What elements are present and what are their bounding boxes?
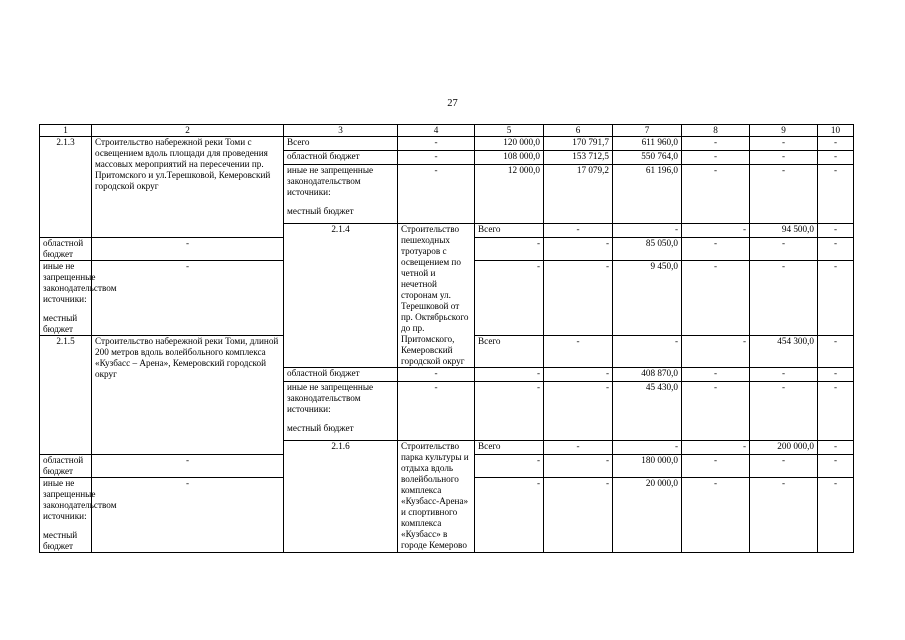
value-cell xyxy=(682,137,750,151)
value-cell xyxy=(750,151,818,165)
value-text: - xyxy=(605,261,609,271)
value-text: 120 000,0 xyxy=(503,137,540,147)
value-text: - xyxy=(605,455,609,465)
value-text: - xyxy=(742,224,746,234)
value-cell xyxy=(544,382,613,441)
value-cell xyxy=(682,238,750,261)
value-cell xyxy=(818,261,854,336)
value-cell xyxy=(613,441,682,455)
value-cell xyxy=(92,455,284,478)
table-row xyxy=(40,137,854,151)
value-text: - xyxy=(674,336,678,346)
value-cell xyxy=(750,441,818,455)
value-text: 200 000,0 xyxy=(777,441,814,451)
value-cell xyxy=(613,336,682,368)
value-cell xyxy=(613,151,682,165)
value-cell xyxy=(398,382,475,441)
value-text: - xyxy=(781,261,786,271)
value-text: - xyxy=(536,455,540,465)
value-text: - xyxy=(536,368,540,378)
value-text: - xyxy=(576,336,580,346)
value-text: 153 712,5 xyxy=(572,151,609,161)
value-cell xyxy=(475,165,544,224)
value-cell xyxy=(682,165,750,224)
value-cell xyxy=(682,224,750,238)
value-cell xyxy=(475,261,544,336)
value-text: - xyxy=(536,261,540,271)
item-name: Строительство набережной реки Томи, длиной 200 метров вдоль волейбольного комплекса «Кузбасс – Арена», Кемеровский городской округ xyxy=(92,336,284,455)
value-text: - xyxy=(605,478,609,488)
value-text: 454 300,0 xyxy=(777,336,814,346)
value-text: - xyxy=(781,165,786,175)
value-cell xyxy=(750,224,818,238)
value-cell xyxy=(750,382,818,441)
value-cell xyxy=(750,368,818,382)
funding-source-other: иные не запрещенные законодательством источники: xyxy=(43,261,117,304)
value-text: - xyxy=(576,441,580,451)
value-text: - xyxy=(674,224,678,234)
value-text: - xyxy=(185,238,190,248)
value-cell xyxy=(475,455,544,478)
value-cell xyxy=(544,238,613,261)
value-cell xyxy=(682,455,750,478)
value-cell xyxy=(818,382,854,441)
value-cell xyxy=(818,455,854,478)
budget-table xyxy=(39,124,854,553)
funding-source-local: местный бюджет xyxy=(43,530,78,551)
value-text: 180 000,0 xyxy=(641,455,678,465)
value-text: 12 000,0 xyxy=(507,165,540,175)
header-cell: 4 xyxy=(398,125,475,137)
value-text: - xyxy=(781,137,786,147)
value-cell xyxy=(818,336,854,368)
value-text: - xyxy=(833,478,838,488)
value-cell xyxy=(750,478,818,553)
funding-source: областной бюджет xyxy=(40,455,92,478)
value-text: 408 870,0 xyxy=(641,368,678,378)
item-number: 2.1.5 xyxy=(40,336,92,455)
value-cell xyxy=(613,368,682,382)
value-cell xyxy=(818,368,854,382)
value-cell xyxy=(682,478,750,553)
value-text: - xyxy=(833,382,838,392)
value-text: - xyxy=(434,382,438,392)
value-text: - xyxy=(713,478,718,488)
value-text: - xyxy=(781,478,786,488)
value-text: - xyxy=(833,261,838,271)
value-cell xyxy=(398,368,475,382)
value-text: 108 000,0 xyxy=(503,151,540,161)
value-text: 9 450,0 xyxy=(650,261,678,271)
value-text: - xyxy=(713,455,718,465)
value-text: 94 500,0 xyxy=(781,224,814,234)
item-number: 2.1.6 xyxy=(284,441,398,553)
value-cell xyxy=(750,455,818,478)
value-cell xyxy=(682,151,750,165)
value-text: - xyxy=(713,137,718,147)
value-cell xyxy=(750,238,818,261)
value-text: - xyxy=(781,238,786,248)
value-text: - xyxy=(185,261,190,271)
value-cell xyxy=(818,441,854,455)
header-cell: 8 xyxy=(682,125,750,137)
value-cell xyxy=(544,151,613,165)
value-text: - xyxy=(674,441,678,451)
value-cell xyxy=(613,382,682,441)
value-cell xyxy=(544,336,613,368)
value-cell xyxy=(475,151,544,165)
value-cell xyxy=(682,336,750,368)
value-text: 550 764,0 xyxy=(641,151,678,161)
item-name: Строительство парка культуры и отдыха вдоль волейбольного комплекса «Кузбасс-Арена» и спортивного комплекса «Кузбасс» в городе Кемерово xyxy=(398,441,475,553)
value-text: - xyxy=(185,478,190,488)
value-cell xyxy=(544,368,613,382)
value-cell xyxy=(682,441,750,455)
header-cell: 9 xyxy=(750,125,818,137)
value-cell xyxy=(613,238,682,261)
value-text: - xyxy=(833,336,838,346)
value-cell xyxy=(613,455,682,478)
item-name: Строительство набережной реки Томи с освещением вдоль площади для проведения массовых мероприятий на пересечении пр. Притомского и ул.Терешковой, Кемеровский городской округ xyxy=(92,137,284,238)
value-cell xyxy=(682,382,750,441)
value-cell xyxy=(475,382,544,441)
value-cell xyxy=(544,165,613,224)
value-cell xyxy=(818,238,854,261)
value-text: - xyxy=(536,478,540,488)
funding-source: областной бюджет xyxy=(284,151,398,165)
page-number: 27 xyxy=(447,98,458,109)
header-cell: 5 xyxy=(475,125,544,137)
funding-source: областной бюджет xyxy=(284,368,398,382)
value-cell xyxy=(750,165,818,224)
funding-source: Всего xyxy=(475,224,544,238)
header-row xyxy=(40,125,854,137)
value-text: - xyxy=(434,165,438,175)
value-cell xyxy=(475,478,544,553)
value-text: - xyxy=(781,368,786,378)
value-text: - xyxy=(713,382,718,392)
funding-source-other: иные не запрещенные законодательством источники: xyxy=(287,165,374,197)
value-cell xyxy=(544,478,613,553)
value-cell xyxy=(818,478,854,553)
value-cell xyxy=(682,261,750,336)
value-cell xyxy=(475,368,544,382)
value-cell xyxy=(818,224,854,238)
value-cell xyxy=(475,238,544,261)
value-cell xyxy=(613,165,682,224)
value-cell xyxy=(818,165,854,224)
value-text: - xyxy=(536,382,540,392)
value-text: - xyxy=(434,368,438,378)
header-cell: 1 xyxy=(40,125,92,137)
value-text: - xyxy=(833,455,838,465)
funding-source-local: местный бюджет xyxy=(287,206,354,216)
item-number: 2.1.4 xyxy=(284,224,398,368)
value-cell xyxy=(92,261,284,336)
value-text: - xyxy=(833,165,838,175)
funding-source xyxy=(40,478,117,553)
value-text: - xyxy=(185,455,190,465)
value-cell xyxy=(92,238,284,261)
funding-source xyxy=(40,261,117,336)
value-cell xyxy=(544,441,613,455)
value-cell xyxy=(613,478,682,553)
value-cell xyxy=(818,137,854,151)
funding-source xyxy=(284,382,398,441)
value-cell xyxy=(475,137,544,151)
funding-source: Всего xyxy=(284,137,398,151)
item-name: Строительство пешеходных тротуаров с освещением по четной и нечетной сторонам ул. Терешковой от пр. Октябрьского до пр. Притомского, Кемеровский городской округ xyxy=(398,224,475,368)
value-text: 61 196,0 xyxy=(645,165,678,175)
value-cell xyxy=(544,261,613,336)
value-text: - xyxy=(576,224,580,234)
value-text: - xyxy=(833,224,838,234)
value-text: - xyxy=(742,441,746,451)
value-text: - xyxy=(605,382,609,392)
value-cell xyxy=(398,151,475,165)
value-text: - xyxy=(434,137,438,147)
value-cell xyxy=(613,261,682,336)
header-cell: 6 xyxy=(544,125,613,137)
value-text: - xyxy=(833,151,838,161)
value-cell xyxy=(750,336,818,368)
value-cell xyxy=(750,261,818,336)
funding-source-local: местный бюджет xyxy=(287,423,354,433)
value-text: - xyxy=(833,137,838,147)
value-text: 611 960,0 xyxy=(641,137,678,147)
value-cell xyxy=(544,137,613,151)
value-text: - xyxy=(781,151,786,161)
funding-source: Всего xyxy=(475,441,544,455)
value-cell xyxy=(544,224,613,238)
value-text: - xyxy=(833,238,838,248)
funding-source xyxy=(284,165,398,224)
funding-source-local: местный бюджет xyxy=(43,313,78,334)
value-text: - xyxy=(713,151,718,161)
header-cell: 3 xyxy=(284,125,398,137)
value-text: - xyxy=(434,151,438,161)
value-text: - xyxy=(742,336,746,346)
value-text: - xyxy=(605,368,609,378)
value-text: - xyxy=(713,261,718,271)
header-cell: 2 xyxy=(92,125,284,137)
value-text: 45 430,0 xyxy=(645,382,678,392)
value-text: 85 050,0 xyxy=(645,238,678,248)
value-cell xyxy=(613,137,682,151)
value-text: - xyxy=(781,455,786,465)
funding-source-other: иные не запрещенные законодательством источники: xyxy=(287,382,374,414)
value-text: 170 791,7 xyxy=(572,137,609,147)
funding-source: областной бюджет xyxy=(40,238,92,261)
header-cell: 10 xyxy=(818,125,854,137)
funding-source-other: иные не запрещенные законодательством источники: xyxy=(43,478,117,521)
value-text: - xyxy=(605,238,609,248)
value-text: 17 079,2 xyxy=(576,165,609,175)
value-text: - xyxy=(713,165,718,175)
funding-source: Всего xyxy=(475,336,544,368)
value-cell xyxy=(818,151,854,165)
value-text: - xyxy=(713,368,718,378)
value-cell xyxy=(92,478,284,553)
value-cell xyxy=(398,165,475,224)
item-number: 2.1.3 xyxy=(40,137,92,238)
value-text: - xyxy=(833,368,838,378)
value-text: - xyxy=(713,238,718,248)
value-cell xyxy=(613,224,682,238)
value-cell xyxy=(398,137,475,151)
value-text: 20 000,0 xyxy=(645,478,678,488)
value-cell xyxy=(682,368,750,382)
value-text: - xyxy=(536,238,540,248)
value-text: - xyxy=(833,441,838,451)
value-cell xyxy=(750,137,818,151)
value-cell xyxy=(544,455,613,478)
value-text: - xyxy=(781,382,786,392)
header-cell: 7 xyxy=(613,125,682,137)
